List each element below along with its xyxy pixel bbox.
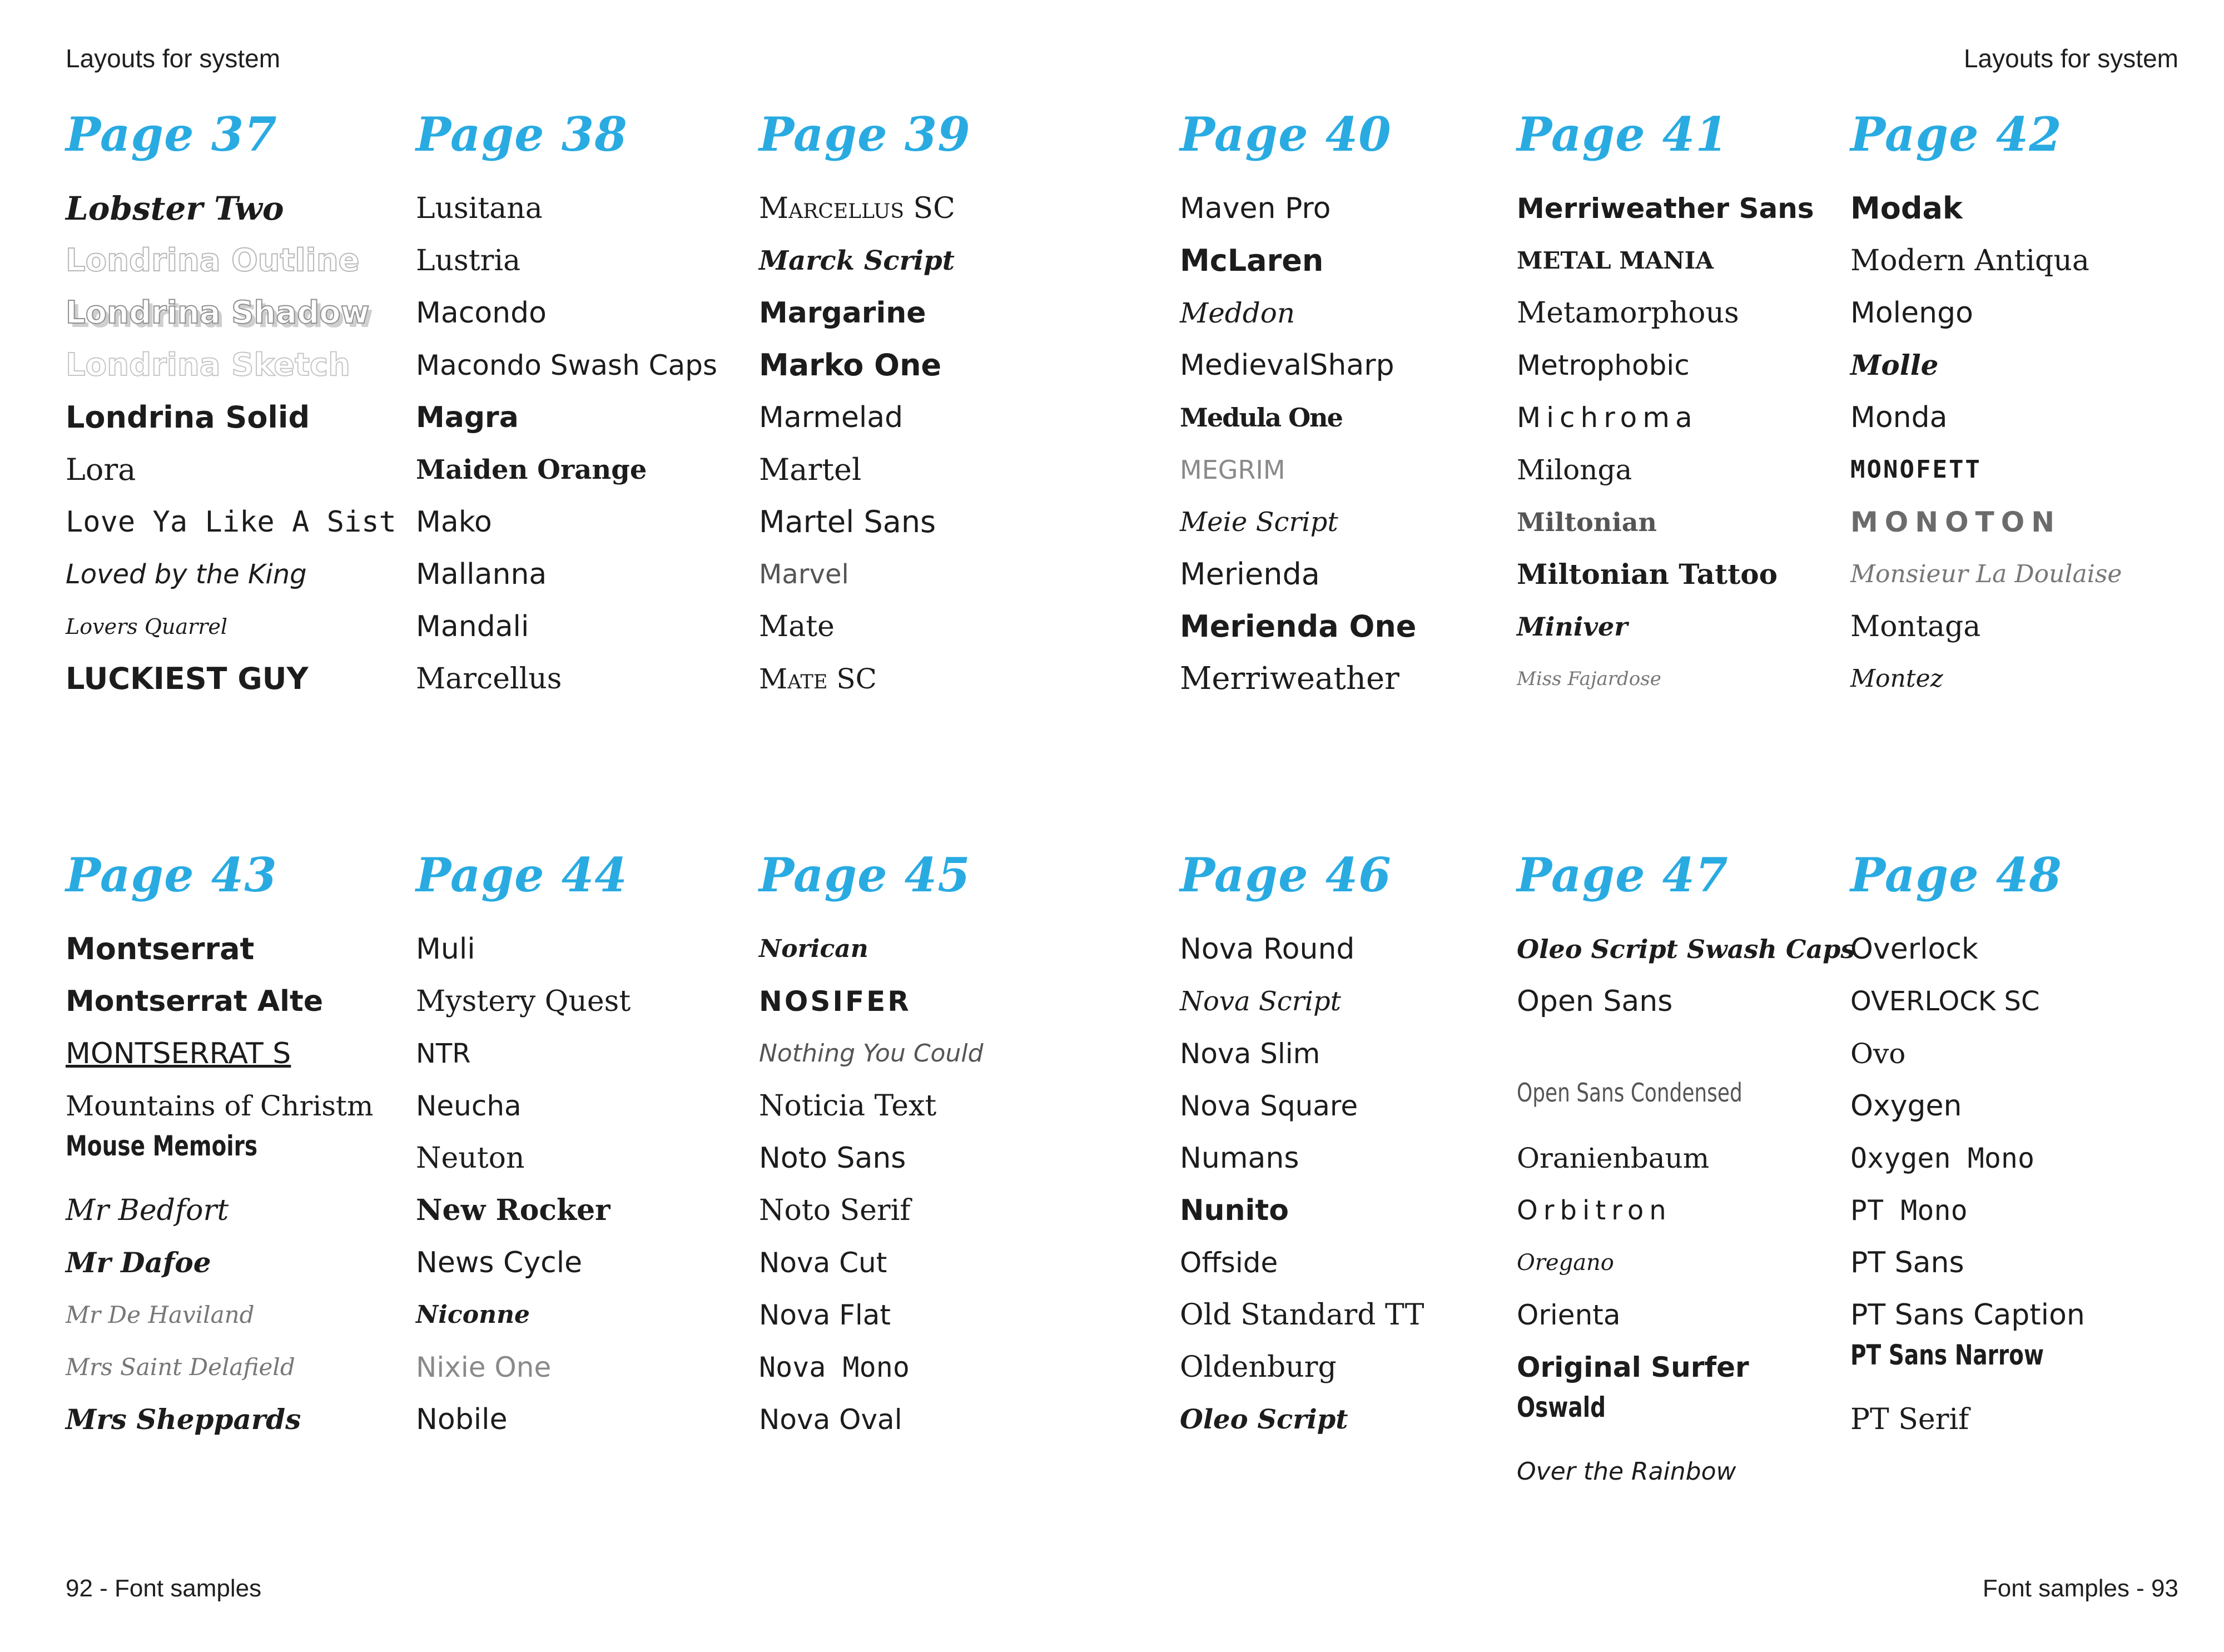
font-sample: [1180, 444, 1536, 496]
font-sample: [416, 339, 772, 391]
font-sample-name: Noto Sans: [759, 1142, 906, 1175]
font-sample: [416, 1080, 772, 1132]
font-sample: [416, 975, 772, 1028]
font-sample-name: NOSIFER: [759, 985, 911, 1018]
font-sample: [759, 339, 1115, 391]
font-sample-name: Nova Mono: [759, 1351, 910, 1383]
font-sample: [1517, 496, 1873, 548]
font-sample: [1850, 1341, 2044, 1393]
font-sample: [1180, 923, 1536, 975]
font-sample-name: Magra: [416, 401, 519, 434]
font-sample-name: Mountains of Christm: [66, 1090, 374, 1122]
font-sample: [66, 391, 421, 444]
font-sample: [416, 1341, 772, 1393]
header-left: Layouts for system: [66, 44, 281, 73]
font-sample: [1850, 1393, 2206, 1446]
font-sample-name: Nova Flat: [759, 1299, 891, 1331]
font-sample: [759, 975, 1115, 1028]
font-sample: [1517, 339, 1873, 391]
font-sample-name: Nova Oval: [759, 1403, 902, 1436]
font-sample-name: MedievalSharp: [1180, 349, 1394, 382]
page-column: [1850, 847, 2206, 1446]
font-sample-name: McLaren: [1180, 243, 1324, 278]
font-sample-name: Oldenburg: [1180, 1351, 1337, 1384]
font-sample-name: Lobster Two: [66, 190, 284, 227]
font-sample: [1517, 391, 1873, 444]
font-sample-name: Loved by the King: [66, 559, 307, 590]
font-sample: [1850, 391, 2206, 444]
font-sample: [1180, 601, 1536, 653]
font-sample-name: Neucha: [416, 1090, 522, 1122]
font-sample-name: Molengo: [1850, 296, 1973, 330]
page-column: [759, 107, 1115, 705]
font-sample: [1517, 975, 1873, 1028]
font-sample-name: Macondo: [416, 296, 547, 330]
page-column: [1180, 107, 1536, 705]
font-sample: [1180, 391, 1536, 444]
font-sample: [1517, 923, 1873, 975]
font-sample: [1850, 653, 2206, 705]
font-sample: [759, 1237, 1115, 1289]
font-sample-name: Monda: [1850, 401, 1948, 434]
font-sample: [416, 601, 772, 653]
font-sample: [66, 601, 421, 653]
font-sample-name: LUCKIEST GUY: [66, 661, 309, 696]
font-sample-name: NTR: [416, 1038, 471, 1069]
header-right: Layouts for system: [1963, 44, 2178, 73]
font-sample-name: Open Sans Condensed: [1517, 1078, 1743, 1108]
font-sample: [1517, 1132, 1873, 1184]
font-sample: [759, 601, 1115, 653]
font-sample: [1517, 548, 1873, 601]
font-sample: [1850, 235, 2206, 287]
font-sample-name: Modern Antiqua: [1850, 244, 2089, 277]
font-sample: [759, 1393, 1115, 1446]
font-sample-name: Numans: [1180, 1142, 1299, 1175]
font-sample-name: Nixie One: [416, 1351, 552, 1383]
font-sample: [1180, 1028, 1536, 1080]
font-sample-name: Maiden Orange: [416, 454, 647, 485]
font-sample-name: Marmelad: [759, 401, 904, 434]
font-sample: [66, 1237, 421, 1289]
font-sample: [1180, 339, 1536, 391]
font-sample-name: News Cycle: [416, 1246, 583, 1279]
page-column: [759, 847, 1115, 1446]
font-sample-name: Marck Script: [759, 245, 955, 276]
font-sample-name: OVERLOCK SC: [1850, 986, 2040, 1017]
font-sample: [759, 923, 1115, 975]
page-title: Page 46: [1180, 847, 1392, 902]
font-sample: [1517, 1237, 1873, 1289]
page-title: Page 39: [759, 107, 971, 162]
font-sample: [416, 235, 772, 287]
font-sample-name: Mandali: [416, 610, 529, 643]
font-sample: [759, 1341, 1115, 1393]
font-sample: [416, 1289, 772, 1341]
font-sample: [416, 287, 772, 339]
page-column: [1517, 847, 1873, 1498]
font-sample: [416, 548, 772, 601]
page-title: Page 47: [1517, 847, 1729, 902]
font-sample-name: PT Sans Narrow: [1850, 1339, 2044, 1371]
page-title: Page 45: [759, 847, 971, 902]
font-sample-name: Lora: [66, 452, 136, 487]
font-sample: [1850, 548, 2206, 601]
font-sample: [759, 391, 1115, 444]
font-sample: [416, 1184, 772, 1237]
font-sample-name: Milonga: [1517, 454, 1632, 486]
font-sample: [1180, 1132, 1536, 1184]
font-sample-name: MONTSERRAT S: [66, 1037, 291, 1070]
font-sample: [66, 235, 421, 287]
font-sample-name: PT Serif: [1850, 1403, 1969, 1436]
font-sample-name: Lovers Quarrel: [66, 614, 228, 639]
font-sample-name: Montserrat: [66, 931, 255, 966]
page-column: [416, 107, 772, 705]
font-sample-name: Miltonian Tattoo: [1517, 558, 1778, 591]
font-sample-name: Marko One: [759, 348, 942, 383]
font-sample-name: Maven Pro: [1180, 192, 1331, 225]
font-sample-name: METAL MANIA: [1517, 247, 1714, 274]
font-sample: [1517, 1341, 1873, 1393]
font-sample-name: Mrs Sheppards: [66, 1403, 301, 1436]
font-sample-name: Old Standard TT: [1180, 1298, 1424, 1332]
font-sample-name: Orbitron: [1517, 1195, 1672, 1226]
font-sample: [416, 923, 772, 975]
page-title: Page 37: [66, 107, 277, 162]
font-sample-name: Medula One: [1180, 403, 1342, 433]
font-sample-name: Over the Rainbow: [1517, 1457, 1736, 1486]
font-sample: [66, 653, 421, 705]
font-sample: [759, 1132, 1115, 1184]
font-sample: [1517, 1028, 1873, 1080]
page-title: Page 44: [416, 847, 628, 902]
font-sample-name: Norican: [759, 935, 868, 963]
font-sample: [66, 1184, 421, 1237]
font-sample: [1517, 653, 1873, 705]
font-sample-name: Merriweather Sans: [1517, 192, 1814, 225]
font-sample-name: Margarine: [759, 296, 926, 330]
font-sample-name: Miss Fajardose: [1517, 668, 1661, 690]
page-column: [1850, 107, 2206, 705]
font-sample: [1850, 1237, 2206, 1289]
font-sample-name: Meddon: [1180, 297, 1295, 329]
font-sample: [66, 1132, 257, 1184]
font-sample: [1517, 182, 1873, 235]
font-sample-name: Martel: [759, 452, 862, 487]
font-sample-name: Oleo Script: [1180, 1404, 1348, 1435]
font-sample: [1850, 444, 2206, 496]
font-sample-name: Londrina Outline: [66, 242, 360, 279]
font-sample-name: Montaga: [1850, 610, 1981, 643]
font-sample: [1180, 653, 1536, 705]
font-sample-name: Martel Sans: [759, 504, 936, 539]
font-sample: [416, 182, 772, 235]
font-sample-name: Marcellus: [416, 662, 562, 696]
font-sample: [1180, 975, 1536, 1028]
font-sample-name: New Rocker: [416, 1193, 610, 1227]
page-title: Page 40: [1180, 107, 1392, 162]
font-sample-name: Merienda One: [1180, 609, 1417, 644]
font-sample: [1850, 1289, 2206, 1341]
font-sample: [1180, 1080, 1536, 1132]
font-sample-name: Montez: [1850, 664, 1943, 693]
font-sample-name: Monsieur La Doulaise: [1850, 560, 2122, 588]
font-sample-name: Oswald: [1517, 1391, 1606, 1423]
font-sample: [1517, 601, 1873, 653]
font-sample: [1850, 1080, 2206, 1132]
font-sample-name: Metrophobic: [1517, 349, 1690, 381]
font-sample: [66, 1028, 421, 1080]
page-title: Page 42: [1850, 107, 2062, 162]
font-sample: [66, 1289, 421, 1341]
font-sample-name: Mallanna: [416, 558, 547, 591]
footer-left: 92 - Font samples: [66, 1575, 262, 1602]
font-sample: [1850, 339, 2206, 391]
font-sample: [1517, 1184, 1873, 1237]
font-sample: [1517, 1080, 1743, 1132]
font-sample-name: Oleo Script Swash Caps: [1517, 934, 1855, 964]
font-sample-name: Nunito: [1180, 1194, 1289, 1227]
font-sample-name: Muli: [416, 932, 475, 966]
font-sample: [1517, 235, 1873, 287]
font-sample-name: Nobile: [416, 1403, 508, 1436]
page-title: Page 41: [1517, 107, 1729, 162]
font-sample: [1850, 1132, 2206, 1184]
font-sample: [66, 975, 421, 1028]
font-sample: [1850, 1184, 2206, 1237]
page-title: Page 48: [1850, 847, 2062, 902]
page-column: [66, 107, 421, 705]
font-sample: [66, 182, 421, 235]
font-sample: [759, 1289, 1115, 1341]
font-sample-name: Niconne: [416, 1301, 530, 1329]
font-sample-name: Love Ya Like A Sist: [66, 505, 396, 539]
font-sample: [66, 1393, 421, 1446]
font-sample-name: Oregano: [1517, 1250, 1614, 1276]
font-sample-name: Mr De Haviland: [66, 1301, 255, 1328]
font-sample: [1180, 287, 1536, 339]
font-sample-name: Mako: [416, 505, 492, 539]
font-sample-name: Molle: [1850, 349, 1939, 381]
font-sample-name: MONOTON: [1850, 506, 2062, 538]
font-sample-name: Oxygen: [1850, 1089, 1962, 1123]
font-sample-name: Marcellus SC: [759, 192, 955, 225]
font-sample-name: Mystery Quest: [416, 985, 631, 1018]
font-sample: [1180, 496, 1536, 548]
font-sample: [1180, 1289, 1536, 1341]
font-sample: [66, 548, 421, 601]
font-sample: [759, 1028, 1115, 1080]
font-sample-name: Ovo: [1850, 1038, 1906, 1070]
font-sample-name: Nova Slim: [1180, 1038, 1321, 1070]
font-sample: [66, 444, 421, 496]
font-sample: [416, 444, 772, 496]
font-sample: [1180, 548, 1536, 601]
font-sample: [66, 1080, 421, 1132]
font-sample-name: Miniver: [1517, 612, 1628, 642]
font-sample-name: Michroma: [1517, 401, 1698, 434]
font-sample-name: Nova Square: [1180, 1090, 1358, 1122]
font-sample-name: Mrs Saint Delafield: [66, 1353, 295, 1381]
font-sample: [759, 287, 1115, 339]
font-sample-name: Londrina Shadow: [66, 295, 370, 331]
font-sample-name: Meie Script: [1180, 507, 1338, 538]
font-sample-name: Offside: [1180, 1247, 1278, 1279]
font-sample-name: MEGRIM: [1180, 455, 1285, 485]
font-sample: [416, 391, 772, 444]
font-sample-name: Nothing You Could: [759, 1039, 984, 1068]
font-sample: [1517, 1446, 1873, 1498]
font-sample-name: Macondo Swash Caps: [416, 349, 718, 381]
font-sample: [416, 1393, 772, 1446]
font-sample: [1180, 1237, 1536, 1289]
font-sample-name: Open Sans: [1517, 985, 1673, 1018]
font-sample-name: Lustria: [416, 244, 521, 277]
font-sample-name: Merriweather: [1180, 661, 1399, 697]
font-sample: [1850, 496, 2206, 548]
font-sample-name: Oranienbaum: [1517, 1142, 1710, 1174]
font-sample-name: Miltonian: [1517, 507, 1657, 537]
font-sample-name: Noticia Text: [759, 1089, 937, 1123]
font-sample: [759, 1184, 1115, 1237]
font-sample: [759, 1080, 1115, 1132]
font-sample: [759, 548, 1115, 601]
font-sample-name: Mr Dafoe: [66, 1246, 211, 1279]
font-sample: [1517, 444, 1873, 496]
font-sample: [1850, 923, 2206, 975]
font-sample: [1180, 182, 1536, 235]
font-sample-name: Londrina Sketch: [66, 347, 350, 383]
font-sample-name: Mate: [759, 610, 835, 643]
page-title: Page 43: [66, 847, 277, 902]
font-sample-name: PT Sans: [1850, 1246, 1964, 1279]
font-sample-name: Mouse Memoirs: [66, 1130, 258, 1162]
font-sample-name: Oxygen Mono: [1850, 1142, 2035, 1174]
font-sample-name: Marvel: [759, 559, 849, 590]
font-sample-name: Modak: [1850, 191, 1963, 226]
font-sample: [416, 1237, 772, 1289]
page-column: [1517, 107, 1873, 705]
font-sample-name: Mate SC: [759, 663, 877, 695]
font-sample: [66, 923, 421, 975]
font-sample: [1180, 1393, 1536, 1446]
font-sample-name: PT Mono: [1850, 1194, 1968, 1227]
font-sample-name: PT Sans Caption: [1850, 1298, 2085, 1332]
font-sample-name: Metamorphous: [1517, 296, 1739, 330]
page-title: Page 38: [416, 107, 628, 162]
page-column: [66, 847, 421, 1446]
font-sample: [1180, 1341, 1536, 1393]
font-sample: [1850, 287, 2206, 339]
font-sample-name: Neuton: [416, 1142, 525, 1175]
font-sample-name: Merienda: [1180, 557, 1320, 592]
page-column: [416, 847, 772, 1446]
font-sample-name: Original Surfer: [1517, 1351, 1749, 1383]
font-sample: [416, 1028, 772, 1080]
font-sample: [1850, 975, 2206, 1028]
font-sample: [66, 287, 421, 339]
font-sample: [759, 235, 1115, 287]
font-sample: [759, 496, 1115, 548]
font-sample: [1850, 601, 2206, 653]
font-sample: [1180, 1184, 1536, 1237]
font-sample: [1517, 287, 1873, 339]
page-column: [1180, 847, 1536, 1446]
font-sample-name: Nova Round: [1180, 932, 1355, 966]
font-sample: [66, 339, 421, 391]
font-sample: [416, 653, 772, 705]
font-sample: [759, 653, 1115, 705]
footer-right: Font samples - 93: [1982, 1575, 2178, 1602]
font-sample: [1180, 235, 1536, 287]
font-sample-name: Noto Serif: [759, 1194, 911, 1227]
font-sample: [1517, 1289, 1873, 1341]
font-sample: [1517, 1393, 1606, 1446]
font-sample-name: Nova Cut: [759, 1247, 887, 1279]
font-sample: [1850, 1028, 2206, 1080]
font-sample: [416, 1132, 772, 1184]
font-sample: [759, 444, 1115, 496]
font-sample-name: Overlock: [1850, 932, 1979, 966]
font-sample: [759, 182, 1115, 235]
font-sample-name: Nova Script: [1180, 986, 1341, 1017]
font-sample-name: Londrina Solid: [66, 400, 310, 435]
font-sample-name: Orienta: [1517, 1299, 1621, 1331]
font-sample-name: Montserrat Alte: [66, 985, 324, 1018]
font-sample-name: MONOFETT: [1850, 455, 1982, 484]
font-sample-name: Mr Bedfort: [66, 1194, 229, 1227]
font-sample: [66, 496, 421, 548]
font-sample-name: Lusitana: [416, 192, 543, 225]
font-sample: [1850, 182, 2206, 235]
font-sample: [416, 496, 772, 548]
font-sample: [66, 1341, 421, 1393]
